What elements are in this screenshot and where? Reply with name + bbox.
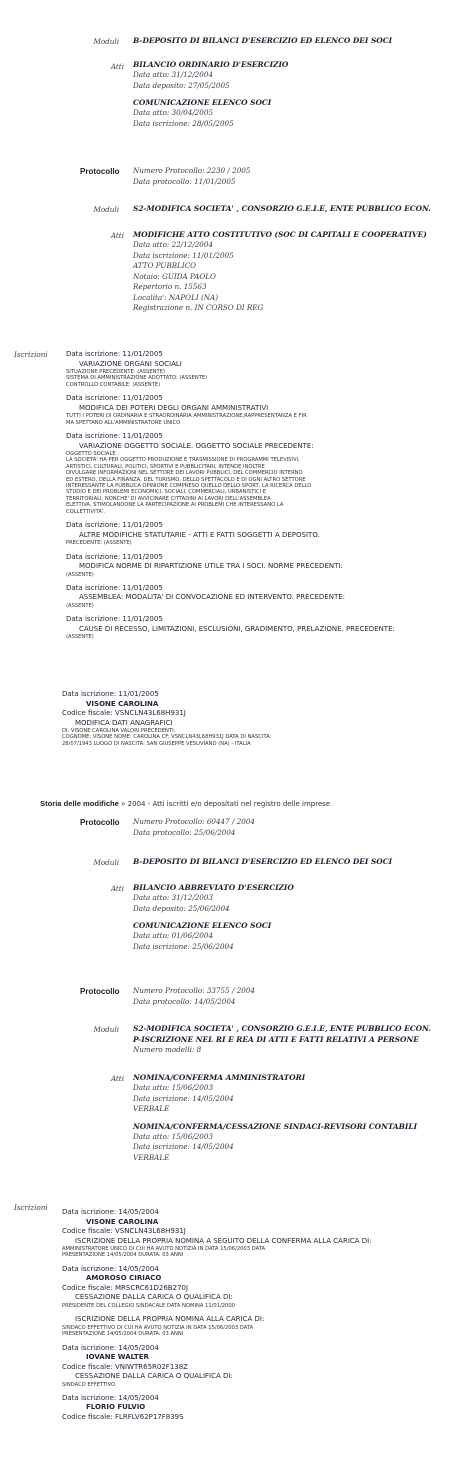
iscrizione-detail: TERRITORIALI, NONCHE' DI AVVICINARE CITTADINI AI LAVORI DELL'ASSEMBLEA xyxy=(66,495,271,502)
atti-block xyxy=(133,882,294,952)
repertorio: Repertorio n. 15563 xyxy=(133,282,207,291)
atti-block xyxy=(133,229,427,314)
atto-title: NOMINA/CONFERMA/CESSAZIONE SINDACI-REVISORI CONTABILI xyxy=(133,1121,418,1131)
iscrizione-detail: 28/07/1943 LUOGO DI NASCITA: SAN GIUSEPPE VESUVIANO (NA) - ITALIA xyxy=(62,740,251,747)
person-name: VISONE CAROLINA xyxy=(86,699,159,708)
registrazione: Registrazione n. IN CORSO DI REG xyxy=(133,303,264,312)
iscrizione-heading: ISCRIZIONE DELLA PROPRIA NOMINA ALLA CARICA DI: xyxy=(75,1315,265,1324)
atto-title: COMUNICAZIONE ELENCO SOCI xyxy=(133,921,272,930)
protocol-number: Numero Protocollo: 33755 / 2004 xyxy=(133,986,255,995)
codice-fiscale: Codice fiscale: FLRFLV62P17F839S xyxy=(62,1412,184,1421)
iscrizione-heading: VARIAZIONE OGGETTO SOCIALE. OGGETTO SOCIALE PRECEDENTE: xyxy=(79,441,314,450)
atto-line: Data iscrizione: 11/01/2005 xyxy=(133,250,234,260)
atto-line: Data atto: 22/12/2004 xyxy=(133,240,214,249)
codice-fiscale: Codice fiscale: VNIWTR65R02F138Z xyxy=(62,1362,188,1371)
iscrizione-detail: COLLETTIVITA'. xyxy=(66,508,106,515)
label-moduli: Moduli xyxy=(93,858,119,867)
person-name: IOVANE WALTER xyxy=(86,1353,149,1362)
localita: Localita': NAPOLI (NA) xyxy=(133,292,219,302)
iscrizione-detail: SITUAZIONE PRECEDENTE: (ASSENTE) xyxy=(66,369,166,375)
atto-deposit-date: Data deposito: 25/06/2004 xyxy=(133,903,230,913)
label-iscrizioni: Iscrizioni xyxy=(14,1203,48,1212)
iscrizione-heading: MODIFICA DATI ANAGRAFICI xyxy=(75,718,173,727)
iscrizione-heading: MODIFICA NORME DI RIPARTIZIONE UTILE TRA I SOCI. NORME PRECEDENTI: xyxy=(79,562,343,570)
iscrizioni-list xyxy=(66,350,395,641)
iscrizione-detail: CONTROLLO CONTABILE: (ASSENTE) xyxy=(66,381,161,388)
iscrizione-date: Data iscrizione: 14/05/2004 xyxy=(62,1393,159,1402)
moduli-value: P-ISCRIZIONE NEL RI E REA DI ATTI E FATTI RELATIVI A PERSONE xyxy=(133,1035,419,1044)
label-protocollo: Protocollo xyxy=(80,818,120,827)
atto-date: Data atto: 30/04/2005 xyxy=(133,108,214,117)
iscrizione-detail: ED ESTERO, DELLA FINANZA, DEL TURISMO, DELLO SPETTACOLO E DI OGNI ALTRO SETTORE xyxy=(66,476,306,483)
moduli-block xyxy=(133,1023,431,1056)
atto-registration-date: Data iscrizione: 25/06/2004 xyxy=(133,941,234,951)
codice-fiscale: Codice fiscale: MRSCRC61D26B270J xyxy=(62,1283,189,1292)
numero-modelli: Numero modelli: 8 xyxy=(133,1045,202,1054)
iscrizione-heading: MODIFICA DEI POTERI DEGLI ORGANI AMMINISTRATIVI xyxy=(79,403,269,412)
protocol-number: Numero Protocollo: 2230 / 2005 xyxy=(133,166,251,175)
history-header xyxy=(40,799,330,808)
atto-line: Data iscrizione: 14/05/2004 xyxy=(133,1093,234,1103)
protocollo-block xyxy=(133,166,250,187)
person-name: VISONE CAROLINA xyxy=(86,1217,159,1226)
iscrizione-detail: SISTEMA DI AMMINISTRAZIONE ADOTTATO: (ASSENTE) xyxy=(66,375,208,382)
atto-title: BILANCIO ORDINARIO D'ESERCIZIO xyxy=(133,60,289,69)
atti-block xyxy=(133,1072,417,1163)
protocollo-block xyxy=(133,986,255,1007)
moduli-value: S2-MODIFICA SOCIETA' , CONSORZIO G.E.I.E, ENTE PUBBLICO ECON. xyxy=(133,204,431,213)
moduli-value: B-DEPOSITO DI BILANCI D'ESERCIZIO ED ELENCO DEI SOCI xyxy=(133,36,393,45)
atto-line: ATTO PUBBLICO xyxy=(133,261,197,270)
atto-title: NOMINA/CONFERMA AMMINISTRATORI xyxy=(133,1073,306,1082)
codice-fiscale: Codice fiscale: VSNCLN43L68H931J xyxy=(62,1227,186,1235)
label-iscrizioni: Iscrizioni xyxy=(14,350,48,359)
iscrizione-date: Data iscrizione: 11/01/2005 xyxy=(66,552,163,561)
iscrizione-heading: CAUSE DI RECESSO, LIMITAZIONI, ESCLUSIONI, GRADIMENTO, PRELAZIONE. PRECEDENTE: xyxy=(79,624,395,633)
atto-date: Data atto: 31/12/2003 xyxy=(133,893,214,902)
label-protocollo: Protocollo xyxy=(80,987,120,996)
iscrizione-heading: CESSAZIONE DALLA CARICA O QUALIFICA DI: xyxy=(75,1372,233,1381)
iscrizione-detail: OGGETTO SOCIALE : xyxy=(66,451,120,458)
notaio: Notaio: GUIDA PAOLO xyxy=(133,271,216,281)
protocol-date: Data protocollo: 25/06/2004 xyxy=(133,827,236,837)
iscrizione-detail: INTERESSANTE LA PUBBLICA OPINIONE COMPRESO QUELLO DELLO SPORT, LA RICERCA DELLO xyxy=(66,483,312,490)
iscrizione-detail: COGNOME: VISONE NOME: CAROLINA CF: VSNCLN43L68H931J DATA DI NASCITA: xyxy=(62,734,272,741)
protocol-date: Data protocollo: 11/01/2005 xyxy=(133,176,236,186)
iscrizione-heading: ASSEMBLEA: MODALITA' DI CONVOCAZIONE ED INTERVENTO. PRECEDENTE: xyxy=(79,593,346,602)
iscrizione-detail: PRESENTAZIONE 14/05/2004 DURATA: 03 ANNI xyxy=(62,1252,184,1259)
iscrizione-date: Data iscrizione: 11/01/2005 xyxy=(66,432,163,441)
iscrizione-detail: AMMINISTRATORE UNICO DI CUI HA AVUTO NOTIZIA IN DATA 15/06/2003 DATA xyxy=(62,1246,266,1252)
iscrizione-detail: STUDIO E DEI PROBLEMI ECONOMICI, SOCIALI, COMMERCIALI, URBANISTICI E xyxy=(66,489,266,496)
atto-title: BILANCIO ABBREVIATO D'ESERCIZIO xyxy=(133,883,294,892)
iscrizione-heading: ALTRE MODIFICHE STATUTARIE - ATTI E FATTI SOGGETTI A DEPOSITO. xyxy=(79,530,320,539)
person-name: AMOROSO CIRIACO xyxy=(86,1274,162,1283)
iscrizione-date: Data iscrizione: 11/01/2005 xyxy=(66,350,163,358)
protocol-date: Data protocollo: 14/05/2004 xyxy=(133,996,236,1006)
iscrizione-date: Data iscrizione: 14/05/2004 xyxy=(62,1264,159,1273)
codice-fiscale: Codice fiscale: VSNCLN43L68H931J xyxy=(62,709,186,717)
moduli-value: S2-MODIFICA SOCIETA' , CONSORZIO G.E.I.E, ENTE PUBBLICO ECON. xyxy=(133,1024,431,1033)
atto-registration-date: Data iscrizione: 28/05/2005 xyxy=(133,118,234,128)
atto-title: MODIFICHE ATTO COSTITUTIVO (SOC DI CAPITALI E COOPERATIVE) xyxy=(133,230,427,239)
atto-line: VERBALE xyxy=(133,1104,170,1113)
atto-date: Data atto: 01/06/2004 xyxy=(133,931,214,940)
iscrizione-detail: (ASSENTE) xyxy=(66,634,94,641)
label-moduli: Moduli xyxy=(93,205,119,214)
atto-line: Data atto: 15/06/2003 xyxy=(133,1083,214,1092)
iscrizione-detail: ARTISTICI, CULTURALI, POLITICI, SPORTIVI E PUBBLICITARI, INTENDE INOLTRE xyxy=(66,463,265,470)
iscrizione-detail: DIVULGARE INFORMAZIONI NEL SETTORE DEI LAVORI PUBBLICI, DEL COMMERCIO INTERNO xyxy=(66,470,303,477)
label-atti: Atti xyxy=(110,231,124,240)
protocol-number: Numero Protocollo: 60447 / 2004 xyxy=(133,817,255,826)
iscrizione-date: Data iscrizione: 14/05/2004 xyxy=(62,1208,159,1216)
label-moduli: Moduli xyxy=(93,1025,119,1034)
atto-line: Data atto: 15/06/2003 xyxy=(133,1131,214,1141)
iscrizione-detail: ELETTIVA, STIMOLANDONE LA PARTECIPAZIONE AI PROBLEMI CHE INTERESSANO LA xyxy=(66,502,284,509)
iscrizione-date: Data iscrizione: 11/01/2005 xyxy=(66,394,163,403)
iscrizione-detail: PRESENTAZIONE 14/05/2004 DURATA: 03 ANNI xyxy=(62,1331,184,1338)
iscrizione-date: Data iscrizione: 11/01/2005 xyxy=(66,583,163,592)
person-name: FLORIO FULVIO xyxy=(86,1403,146,1412)
iscrizione-detail: (ASSENTE) xyxy=(66,571,94,578)
atto-date: Data atto: 31/12/2004 xyxy=(133,70,214,79)
iscrizioni-list xyxy=(62,1208,372,1422)
label-atti: Atti xyxy=(110,62,124,71)
iscrizione-date: Data iscrizione: 14/05/2004 xyxy=(62,1343,159,1352)
iscrizione-detail: LA SOCIETA' HA PER OGGETTO PRODUZIONE E TRASMISSIONE DI PROGRAMMI TELEVISIVI, xyxy=(66,457,300,464)
protocollo-block xyxy=(133,817,255,838)
moduli-value: B-DEPOSITO DI BILANCI D'ESERCIZIO ED ELENCO DEI SOCI xyxy=(133,857,393,866)
history-subtitle: » 2004 - Atti iscritti e/o depositati nel registro delle imprese xyxy=(121,800,331,808)
iscrizione-detail: DI: VISONE CAROLINA VALORI PRECEDENTI: xyxy=(62,728,176,734)
iscrizione-heading: CESSAZIONE DALLA CARICA O QUALIFICA DI: xyxy=(75,1293,233,1302)
atto-deposit-date: Data deposito: 27/05/2005 xyxy=(133,80,230,90)
atto-line: VERBALE xyxy=(133,1152,170,1162)
history-title: Storia delle modifiche xyxy=(40,799,119,808)
iscrizione-detail: MA SPETTANO ALL'AMMINISTRATORE UNICO xyxy=(66,419,181,426)
label-moduli: Moduli xyxy=(93,37,119,46)
iscrizione-detail: (ASSENTE) xyxy=(66,602,94,609)
iscrizione-heading: ISCRIZIONE DELLA PROPRIA NOMINA A SEGUITO DELLA CONFERMA ALLA CARICA DI: xyxy=(75,1236,372,1245)
label-atti: Atti xyxy=(110,1074,124,1083)
iscrizione-detail: SINDACO EFFETTIVO DI CUI HA AVUTO NOTIZIA IN DATA 15/06/2003 DATA xyxy=(62,1324,254,1331)
person-iscrizione xyxy=(62,690,271,747)
iscrizione-date: Data iscrizione: 11/01/2005 xyxy=(66,521,163,530)
atto-title: COMUNICAZIONE ELENCO SOCI xyxy=(133,98,272,107)
label-atti: Atti xyxy=(110,884,124,893)
iscrizione-detail: TUTTI I POTERI DI ORDINARIA E STRAORDINARIA AMMINISTRAZIONE,RAPPRESENTANZA E FIR xyxy=(66,413,307,420)
atto-line: Data iscrizione: 14/05/2004 xyxy=(133,1142,234,1151)
atti-block xyxy=(133,59,288,129)
iscrizione-heading: VARIAZIONE ORGANI SOCIALI xyxy=(79,359,182,368)
iscrizione-date: Data iscrizione: 11/01/2005 xyxy=(66,615,163,624)
iscrizione-detail: SINDACO EFFETTIVO xyxy=(62,1381,116,1388)
iscrizione-date: Data iscrizione: 11/01/2005 xyxy=(62,690,159,698)
label-protocollo: Protocollo xyxy=(80,167,120,176)
iscrizione-detail: PRESIDENTE DEL COLLEGIO SINDACALE DATA NOMINA 11/01/2000 xyxy=(62,1302,235,1309)
iscrizione-detail: PRECEDENTE: (ASSENTE) xyxy=(66,540,132,547)
